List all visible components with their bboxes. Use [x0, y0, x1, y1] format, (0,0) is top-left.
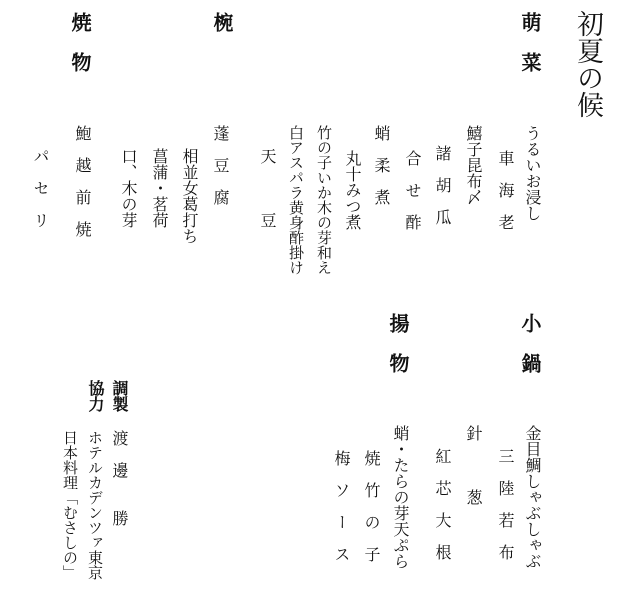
section-heading-wan: 椀 [210, 12, 234, 32]
menu-item: うるいお浸し [523, 125, 542, 221]
menu-item: 梅 ソ ー ス [332, 450, 351, 562]
menu-item: パ セ リ [31, 148, 50, 228]
menu-item: 諸 胡 瓜 [433, 145, 452, 225]
credit-label-chosei: 調製 [110, 380, 129, 412]
credit-org-hotel: ホテルカデンツァ東京 [86, 430, 104, 580]
section-heading-moemana: 萌 菜 [518, 12, 542, 72]
menu-item: 針 葱 [464, 425, 483, 505]
credit-org-restaurant: 日本料理「むさしの」 [61, 430, 79, 580]
menu-item: 口、木の芽 [119, 148, 138, 228]
section-heading-agemono: 揚 物 [386, 313, 410, 373]
menu-title: 初夏の候 [572, 10, 603, 118]
menu-item: 菖蒲・茗荷 [150, 148, 169, 228]
menu-item: 合 せ 酢 [403, 150, 422, 230]
section-heading-konabe: 小 鍋 [518, 313, 542, 373]
menu-item: 紅 芯 大 根 [433, 448, 452, 560]
menu-item: 焼 竹 の 子 [362, 450, 381, 562]
menu-item: 丸十みつ煮 [343, 150, 362, 230]
menu-item: 天 豆 [258, 148, 277, 228]
menu-item: 相並女葛打ち [180, 148, 199, 244]
menu-item: 車 海 老 [496, 150, 515, 230]
menu-item: 金目鯛しゃぶしゃぶ [523, 425, 542, 569]
credit-name-chef: 渡 邊 勝 [110, 430, 129, 526]
menu-item: 三 陸 若 布 [496, 448, 515, 560]
menu-item: 白アスパラ黄身酢掛け [287, 125, 305, 275]
menu-item: 蓬 豆 腐 [211, 125, 230, 205]
menu-item: 鱚子昆布〆 [464, 125, 483, 205]
section-heading-yakimono: 焼 物 [68, 12, 92, 72]
menu-item: 蛸・たらの芽天ぷら [391, 425, 410, 569]
menu-item: 鮑 越 前 焼 [73, 125, 92, 237]
menu-item: 竹の子いか木の芽和え [315, 125, 333, 275]
credit-label-kyoryoku: 協力 [86, 380, 105, 412]
menu-item: 蛸 柔 煮 [372, 125, 391, 205]
